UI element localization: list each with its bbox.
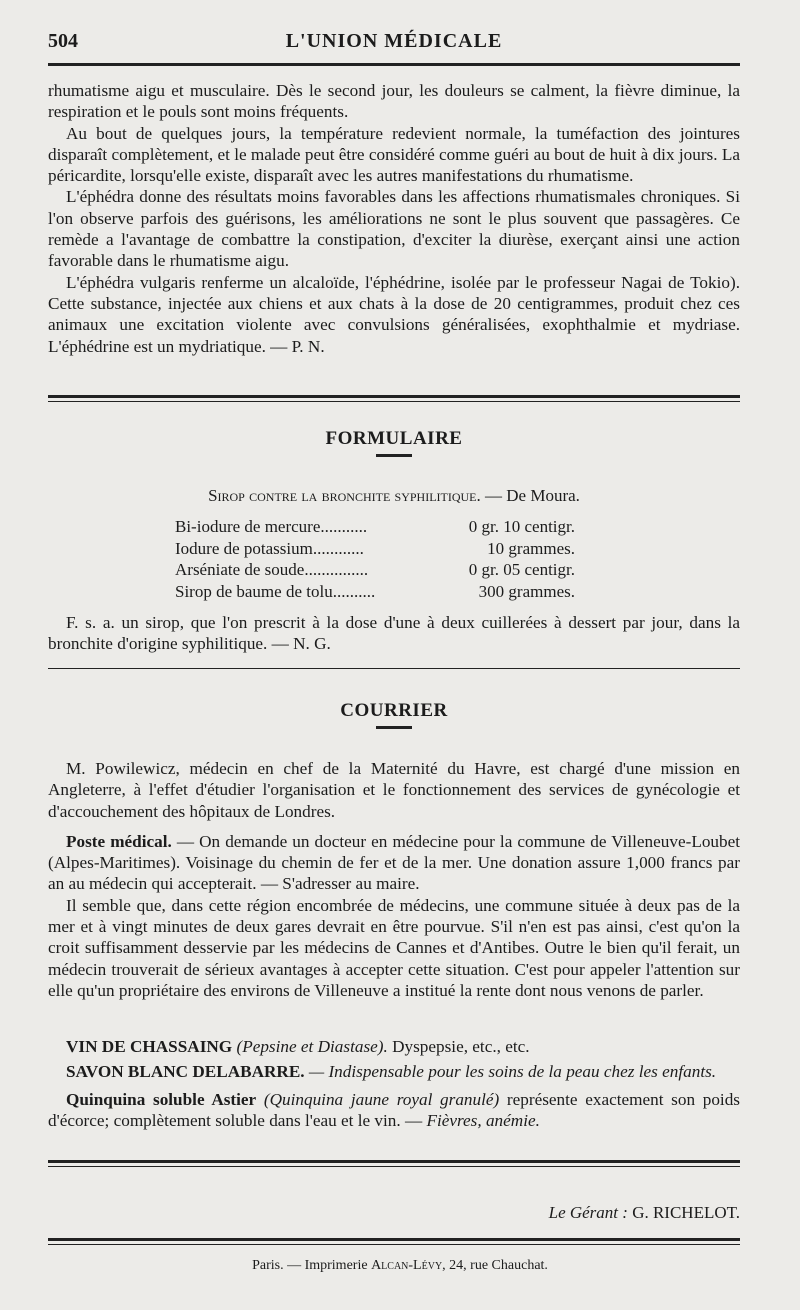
imprint-text: — Imprimerie: [287, 1258, 368, 1273]
ad-italic: (Pepsine et Diastase).: [236, 1037, 388, 1056]
imprint-city: Paris.: [252, 1258, 284, 1273]
leader-dots: ...........: [320, 517, 368, 536]
courrier-text: [48, 758, 740, 1001]
ad-item: [48, 1061, 740, 1082]
ad-italic: Fièvres, anémie.: [426, 1110, 540, 1130]
ingredient-amount: 10 grammes.: [487, 538, 575, 558]
footer-rule: [48, 1238, 740, 1241]
paragraph: M. Powilewicz, médecin en chef de la Maternité du Havre, est chargé d'une mission en Angleterre, à l'effet d'étudier l'organisation et le fonctionnement des services de gynécologie et d'accouchement des hôpitaux de Londres.: [48, 759, 740, 821]
recipe-name: Sirop contre la bronchite syphilitique.: [208, 486, 481, 505]
ad-lead: VIN DE CHASSAING: [66, 1037, 233, 1056]
running-header: [48, 30, 740, 60]
section-heading-formulaire: [48, 428, 740, 457]
ingredient-row: [175, 538, 575, 560]
heading-text: FORMULAIRE: [325, 428, 463, 449]
instructions-lead: F. s. a.: [66, 613, 115, 632]
poste-text: — On demande un docteur en médecine pour la commune de Villeneuve-Loubet (Alpes-Maritimes). Voisinage du chemin de fer et de la mer. Une donation assure 1,000 francs par an au médecin qui accepterait. — S'adresser au maire.: [48, 831, 740, 894]
footer-rule: [48, 1244, 740, 1245]
ingredient-name: Bi-iodure de mercure: [175, 517, 321, 536]
ad-item: [48, 1089, 740, 1132]
header-rule: [48, 63, 740, 66]
signature: [549, 1203, 740, 1223]
paragraph: L'éphédra donne des résultats moins favorables dans les affections rhumatismales chroniques. Si l'on observe parfois des guérisons, les améliorations ne sont le plus souvent que passagères. Ce remède a l'avantage de combattre la constipation, d'exciter la diurèse, exerçant ainsi une action favorable dans le rhumatisme aigu.: [48, 187, 740, 271]
ingredient-amount: 300 grammes.: [478, 581, 575, 601]
heading-underline: [376, 726, 412, 729]
imprint-printer: Alcan-Lévy,: [371, 1258, 446, 1273]
leader-dots: ..........: [332, 581, 376, 601]
ingredient-name: Sirop de baume de tolu: [175, 581, 333, 601]
ad-italic: — Indispensable pour les soins de la peau chez les enfants.: [308, 1062, 717, 1082]
ingredient-amount: 0 gr. 10 centigr.: [468, 517, 575, 536]
ingredient-amount: 0 gr. 05 centigr.: [468, 560, 575, 579]
ad-lead: SAVON BLANC DELABARRE.: [66, 1062, 305, 1082]
ingredient-name: Iodure de potassium: [175, 538, 313, 558]
paragraph: rhumatisme aigu et musculaire. Dès le second jour, les douleurs se calment, la fièvre diminue, la respiration et le pouls sont moins fréquents.: [48, 81, 740, 122]
section-rule: [48, 1166, 740, 1167]
ad-rest: représente exactement son poids d'écorce; complètement soluble dans l'eau et le vin. —: [48, 1089, 740, 1130]
imprint-address: 24, rue Chauchat.: [449, 1258, 548, 1273]
intro-text: [48, 80, 740, 357]
signature-label: Le Gérant :: [548, 1203, 628, 1222]
paragraph: Il semble que, dans cette région encombrée de médecins, une commune située à deux pas de la mer et à vingt minutes de deux gares devrait en être pourvue. S'il n'en est pas ainsi, c'est qu'on la croit suffisamment desservie par les médecins de Cannes et d'Antibes. Outre le bien qu'il ferait, un médecin trouverait de sérieux avantages à accepter cette situation. C'est pour appeler l'attention sur elle qu'un propriétaire des environs de Villeneuve a institué la rente dont nous venons de parler.: [48, 895, 740, 1000]
printer-imprint: [0, 1258, 800, 1274]
section-heading-courrier: [48, 700, 740, 729]
paragraph: L'éphédra vulgaris renferme un alcaloïde, l'éphédrine, isolée par le professeur Nagai de Tokio). Cette substance, injectée aux chiens et aux chats à la dose de 20 centigrammes, produit chez ces animaux une excitation violente avec convulsions généralisées, exophthalmie et mydriase. L'éphédrine est un mydriatique. — P. N.: [48, 272, 740, 356]
ad-italic: (Quinquina jaune royal granulé): [263, 1089, 500, 1109]
ad-item: [48, 1036, 740, 1057]
recipe-instructions: [48, 612, 740, 655]
journal-title: L'UNION MÉDICALE: [285, 30, 503, 52]
ingredient-row: [175, 559, 575, 581]
heading-underline: [376, 454, 412, 457]
recipe-title: [48, 486, 740, 506]
recipe-author: — De Moura.: [485, 486, 580, 505]
page-number: 504: [48, 30, 78, 52]
signature-name: G. RICHELOT.: [632, 1203, 740, 1222]
ad-lead: Quinquina soluble Astier: [66, 1089, 257, 1109]
ingredient-list: [175, 516, 575, 602]
poste-lead: Poste médical.: [66, 831, 172, 851]
ingredient-name: Arséniate de soude: [175, 560, 305, 579]
instructions-text: un sirop, que l'on prescrit à la dose d'une à deux cuillerées à dessert par jour, dans la bronchite d'origine syphilitique. — N. G.: [48, 613, 740, 654]
ingredient-row: [175, 516, 575, 538]
advertisements: [48, 1036, 740, 1131]
section-rule: [48, 1160, 740, 1163]
section-rule: [48, 401, 740, 402]
leader-dots: ...............: [304, 560, 369, 579]
section-rule: [48, 395, 740, 398]
ad-rest: Dyspepsie, etc., etc.: [387, 1037, 530, 1056]
ingredient-row: [175, 581, 575, 603]
leader-dots: ............: [312, 538, 364, 558]
heading-text: COURRIER: [340, 700, 448, 721]
section-rule: [48, 668, 740, 669]
paragraph: [48, 831, 740, 895]
paragraph: Au bout de quelques jours, la température redevient normale, la tuméfaction des jointures disparaît complètement, et le malade peut être considéré comme guéri au bout de huit à dix jours. La péricardite, lorsqu'elle existe, disparaît avec les autres manifestations du rhumatisme.: [48, 123, 740, 186]
